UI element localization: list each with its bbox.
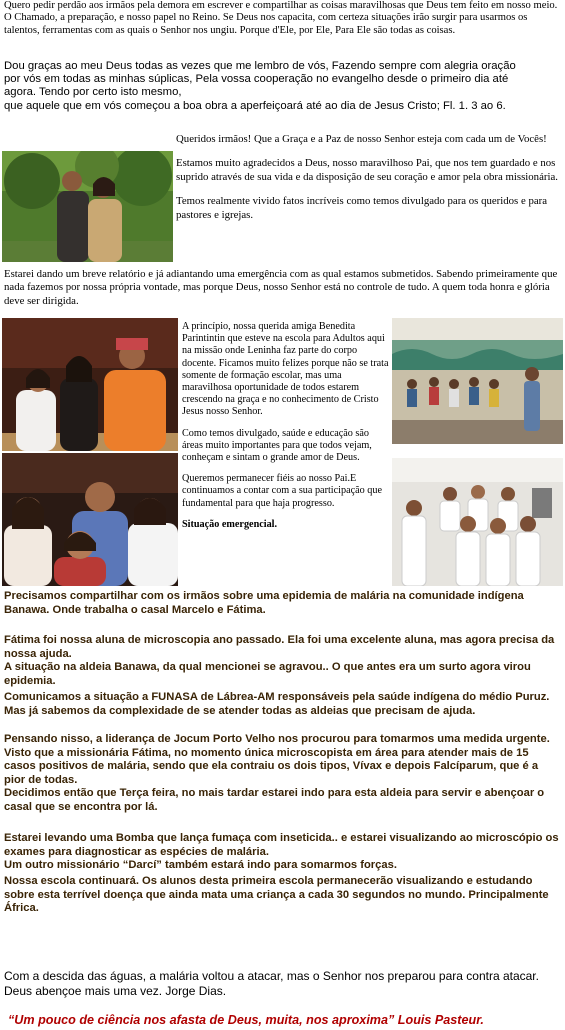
closing-paragraph: Com a descida das águas, a malária voltou a atacar, mas o Senhor nos preparou para contra atacar. Deus abençoe mais uma vez. Jorge Dias. <box>4 969 539 998</box>
emergency-line: Pensando nisso, a liderança de Jocum Porto Velho nos procurou para tomarmos uma medida urgente. Visto que a missionária Fátima, no momento única microscopista em área para atender mais de 15 casos positivos de malária, sendo que ela contraiu os dois tipos, Vívax e depois Falcíparum, que é a pior de todas. <box>4 733 550 786</box>
emergency-line: A situação na aldeia Banawa, da qual mencionei se agravou.. O que antes era um surto agora virou epidemia. <box>4 661 531 687</box>
classroom-photo <box>392 318 563 444</box>
emergency-paragraph-6: Nossa escola continuará. Os alunos desta primeira escola permanecerão visualizando e estudando sobre esta terrível doença que ainda mata uma criança a cada 30 segundos no mundo. Principalmente África. <box>4 875 549 915</box>
greeting-paragraph: Queridos irmãos! Que a Graça e a Paz de nosso Senhor esteja com cada um de Vocês! <box>176 133 547 145</box>
emergency-paragraph-4 <box>4 733 560 815</box>
emergency-line: Decidimos então que Terça feira, no mais tardar estarei indo para esta aldeia para servir e abençoar o casal que se encontra por lá. <box>4 787 545 813</box>
emergency-heading: Situação emergencial. <box>182 518 278 530</box>
emergency-line: Um outro missionário “Darcí” também estará indo para somarmos forças. <box>4 859 397 872</box>
greeting-paragraph: Estamos muito agradecidos a Deus, nosso maravilhoso Pai, que nos tem guardado e nos suprido através de sua vida e da disposição de seu coração e amor pela obra missionária. <box>176 157 558 183</box>
pasteur-quote: “Um pouco de ciência nos afasta de Deus, muita, nos aproxima” Louis Pasteur. <box>8 1013 484 1027</box>
prayer-verse <box>4 60 560 113</box>
emergency-paragraph-3: Comunicamos a situação a FUNASA de Lábrea-AM responsáveis pela saúde indígena do médio Puruz. Mas já sabemos da complexidade de se atender todas as aldeias que precisam de ajuda. <box>4 691 550 717</box>
emergency-line: Estarei levando uma Bomba que lança fumaça com inseticida.. e estarei visualizando ao microscópio os exames para diagnosticar as espécies de malária. <box>4 832 559 858</box>
greeting-paragraph: Temos realmente vivido fatos incríveis como temos divulgado para os queridos e para pastores e igrejas. <box>176 195 548 221</box>
middle-section <box>182 321 390 540</box>
emergency-paragraph-2 <box>4 634 560 688</box>
emergency-paragraph-5 <box>4 832 560 873</box>
couple-photo <box>2 151 173 262</box>
family-photo <box>2 453 178 586</box>
lab-team-photo <box>392 458 563 586</box>
group-photo-three <box>2 318 178 451</box>
middle-paragraph: Queremos permanecer fiéis ao nosso Pai.E continuamos a contar com a sua participação que fundamental para que haja progresso. <box>182 473 382 509</box>
report-paragraph: Estarei dando um breve relatório e já adiantando uma emergência com as qual estamos submetidos. Sabendo primeiramente que nada fazemos por nossa própria vontade, mas porque Deus, nosso Senhor está no controle de tudo. A quem toda honra e glória deve ser dirigida. <box>4 268 558 307</box>
prayer-line: que aquele que em vós começou a boa obra a aperfeiçoará até ao dia de Jesus Cristo; Fl. 1. 3 ao 6. <box>4 99 506 112</box>
middle-paragraph: A princípio, nossa querida amiga Benedita Parintintin que esteve na escola para Adultos aqui na missão onde Leninha faz parte do corpo docente. Ficamos muito felizes porque não se trata somente de formação escolar, mas uma maravilhosa oportunidade de todos estarem crescendo na graça e no conhecimento de Cristo Jesus nosso Senhor. <box>182 321 389 418</box>
greeting-section <box>176 133 560 233</box>
emergency-paragraph-1: Precisamos compartilhar com os irmãos sobre uma epidemia de malária na comunidade indígena Banawa. Onde trabalha o casal Marcelo e Fátima. <box>4 590 524 616</box>
intro-paragraph: Quero pedir perdão aos irmãos pela demora em escrever e compartilhar as coisas maravilhosas que Deus tem feito em nosso meio. O Chamado, a preparação, e nosso papel no Reino. Se Deus nos capacita, com certeza situações irão surgir para usarmos os talentos, ferramentas com as quais o Senhor nos ungiu. Porque d'Ele, por Ele, Para Ele são todas as coisas. <box>4 0 558 36</box>
prayer-line: por vós em todas as minhas súplicas, Pela vossa cooperação no evangelho desde o primeiro dia até <box>4 73 509 86</box>
middle-paragraph: Como temos divulgado, saúde e educação são áreas muito importantes para que todos vejam, conheçam e sintam o grande amor de Deus. <box>182 427 372 464</box>
emergency-line: Fátima foi nossa aluna de microscopia ano passado. Ela foi uma excelente aluna, mas agora precisa da nossa ajuda. <box>4 634 555 660</box>
prayer-line: agora. Tendo por certo isto mesmo, <box>4 86 182 99</box>
prayer-line: Dou graças ao meu Deus todas as vezes que me lembro de vós, Fazendo sempre com alegria oração <box>4 60 516 72</box>
